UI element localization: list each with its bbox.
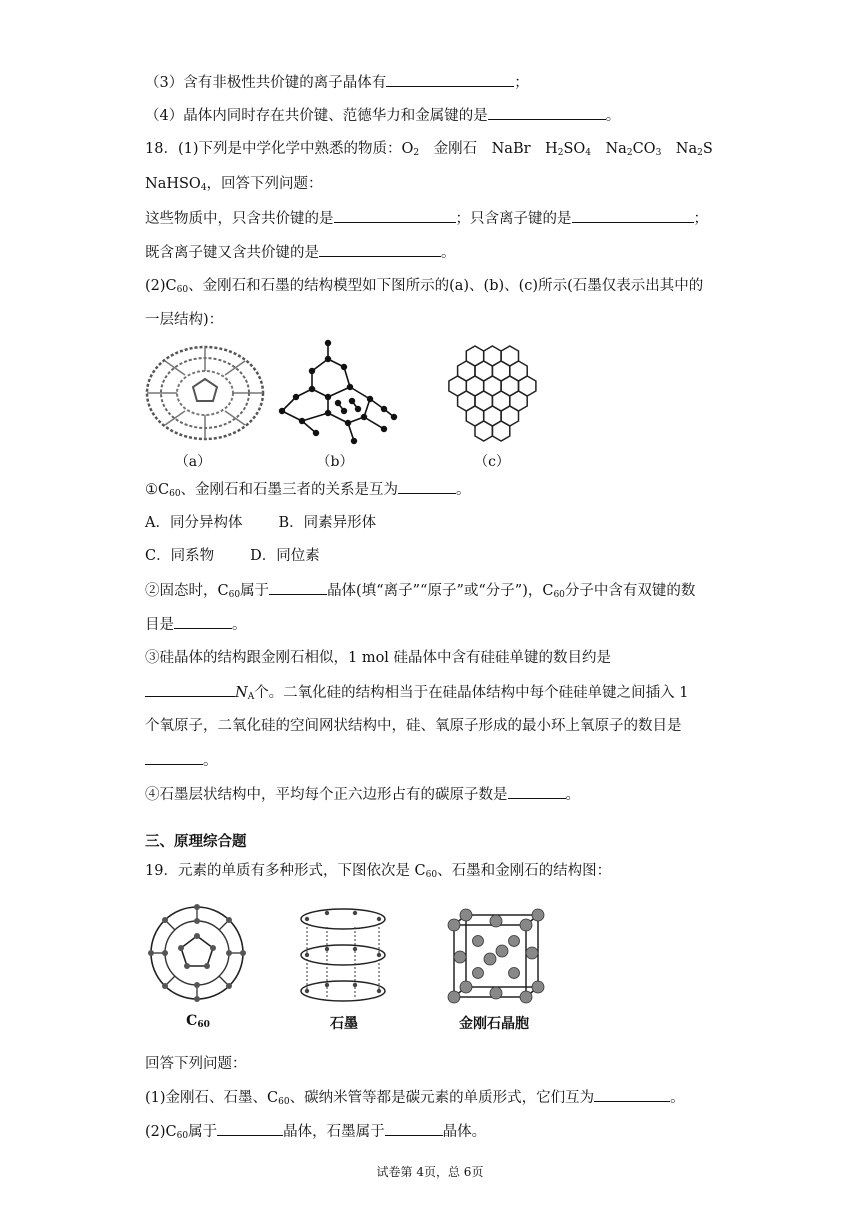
q18-line4: 既含离子键又含共价键的是 。: [145, 242, 456, 263]
page-footer: 试卷第 4页，总 6页: [376, 1165, 484, 1179]
q18-sub3-line4: 。: [145, 750, 218, 771]
q18-intro-line2: NaHSO$_4$，回答下列问题：: [145, 176, 323, 193]
q18-part2: $(2)C_{60}$、金刚石和石墨的结构模型如下图所示的(a)、(b)、(c)所示(石墨仅表示出其中的: [145, 278, 704, 295]
answer-blank[interactable]: [385, 1121, 443, 1136]
figure-a-caption: （a）: [174, 454, 212, 470]
q18-part2-line2: 一层结构)：: [145, 312, 224, 328]
option-c[interactable]: C．同系物: [145, 548, 215, 564]
c60-structure-figure-a: [143, 343, 268, 443]
answer-blank[interactable]: [572, 208, 694, 223]
q19-part1: (1)金刚石、石墨、$C_{60}$、碳纳米管等都是碳元素的单质形式，它们互为 。: [145, 1087, 685, 1112]
answer-blank[interactable]: [398, 479, 456, 494]
option-b[interactable]: B．同素异形体: [278, 515, 377, 531]
q18-options-cd: [145, 546, 320, 566]
figure-c-caption: （c）: [474, 454, 510, 470]
q18-sub3-line2: $N_A$个。二氧化硅的结构相当于在硅晶体结构中每个硅硅单键之间插入 1: [145, 682, 689, 707]
answer-blank[interactable]: [508, 784, 566, 799]
answer-blank[interactable]: [145, 682, 235, 697]
q18-sub3: ③硅晶体的结构跟金刚石相似，1 mol 硅晶体中含有硅硅单键的数目约是: [145, 650, 612, 666]
section-heading: 三、原理综合题: [145, 833, 247, 850]
q18-intro: 18．(1)下列是中学化学中熟悉的物质：$O_2$ 金刚石 NaBr $H_2SO_4$ $Na_2CO_3$ $Na_2S$: [145, 141, 713, 158]
graphite-layer-figure-c: [438, 344, 548, 442]
diamond-structure-figure-b: [272, 337, 404, 449]
option-a[interactable]: A．同分异构体: [145, 515, 243, 531]
option-d[interactable]: D．同位素: [250, 548, 320, 564]
figure-b-caption: （b）: [316, 454, 354, 470]
q18-sub2: ②固态时，$C_{60}$属于 晶体(填“离子”“原子”或“分子”)，$C_{60}$分子中含有双键的数: [145, 580, 695, 605]
answer-blank[interactable]: [269, 580, 327, 595]
q18-sub4: ④石墨层状结构中，平均每个正六边形占有的碳原子数是 。: [145, 784, 580, 805]
answer-blank[interactable]: [319, 242, 441, 257]
graphite-caption: 石墨: [330, 1016, 358, 1032]
q19-part2: $(2)C_{60}$属于 晶体，石墨属于 晶体。: [145, 1121, 486, 1146]
q17-line4: （4）晶体内同时存在共价键、范德华力和金属键的是 。: [145, 105, 620, 126]
answer-blank[interactable]: [488, 105, 606, 120]
answer-blank[interactable]: [386, 72, 514, 87]
answer-blank[interactable]: [174, 614, 232, 629]
c60-caption: $C_{60}$: [186, 1013, 210, 1030]
c60-ball-figure: [147, 898, 247, 1008]
q18-sub1: $①C_{60}$、金刚石和石墨三者的关系是互为 。: [145, 479, 471, 504]
q18-sub3-line3: 个氧原子，二氧化硅的空间网状结构中，硅、氧原子形成的最小环上氧原子的数目是: [145, 718, 682, 734]
answer-blank[interactable]: [145, 750, 203, 765]
q18-line3: 这些物质中，只含共价键的是 ；只含离子键的是 ；: [145, 208, 708, 229]
answer-blank[interactable]: [217, 1121, 283, 1136]
q18-sub2-line2: 目是 。: [145, 614, 247, 635]
q18-options-ab: [145, 513, 376, 533]
graphite-layers-figure: [297, 903, 389, 1007]
diamond-caption: 金刚石晶胞: [459, 1016, 529, 1032]
q17-line3: （3）含有非极性共价键的离子晶体有 ；: [145, 72, 529, 93]
q19-intro: 19．元素的单质有多种形式，下图依次是 $C_{60}$、石墨和金刚石的结构图：: [145, 863, 612, 880]
q19-ask: 回答下列问题：: [145, 1056, 247, 1072]
answer-blank[interactable]: [594, 1087, 670, 1102]
answer-blank[interactable]: [334, 208, 456, 223]
diamond-unit-cell-figure: [446, 907, 546, 1007]
